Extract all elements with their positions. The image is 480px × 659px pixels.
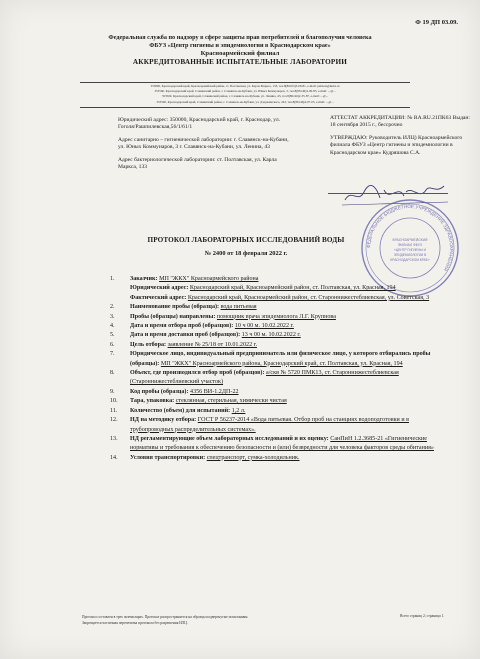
footer-note: Протокол составлен в трех экземплярах. Протокол распространяется на образцы подвергнутые испытаниям.	[82, 615, 249, 619]
svg-text:ЭПИДЕМИОЛОГИИ В: ЭПИДЕМИОЛОГИИ В	[393, 253, 427, 257]
form-code: Ф 19 ДП 03.09.	[415, 19, 458, 26]
item-value: стеклянная, стерильная, химически чистая	[175, 398, 287, 405]
svg-text:ФЕДЕРАЛЬНОЕ БЮДЖЕТНОЕ УЧРЕЖДЕН: ФЕДЕРАЛЬНОЕ БЮДЖЕТНОЕ УЧРЕЖДЕНИЕ ЗДРАВООХРАНЕНИЯ	[365, 203, 455, 272]
svg-text:КРАСНОДАРСКОМ КРАЕ»: КРАСНОДАРСКОМ КРАЕ»	[390, 258, 430, 262]
item-label: Юридическое лицо, индивидуальный предприниматель или физическое лицо, у которого отбирались пробы (образцы):	[130, 351, 431, 367]
item-number: 3.	[110, 313, 115, 320]
item-label: Дата и время доставки проб (образцов):	[130, 332, 241, 339]
contacts-block	[70, 84, 420, 105]
item-label: Количество (объем) для испытаний:	[130, 407, 231, 414]
item-number: 5.	[110, 332, 115, 339]
item-value: 1,2 л.	[231, 407, 246, 414]
protocol-item	[110, 284, 450, 293]
item-label: Тара, упаковка:	[130, 398, 175, 405]
item-number: 1.	[110, 276, 115, 282]
item-number: 4.	[110, 323, 115, 330]
item-number: 8.	[110, 370, 115, 377]
contact-line: 353560, Краснодарский край, Славянский район, г. Славянск-на-Кубани, ул. Юных Коммунаров, 3, тел.8(86146)4-09-85, e-mail: ...@...	[154, 89, 336, 94]
protocol-item	[110, 331, 450, 340]
item-label: Заказчик:	[130, 276, 158, 282]
item-value: СанПиН 1.2.3685-21 «Гигиенические нормативы и требования к обеспечению безопасности и (или) безвредности для человека факторов среды обитания»	[130, 435, 434, 452]
item-label: Пробы (образцы) направлены:	[130, 313, 216, 320]
item-label: Юридический адрес:	[130, 285, 189, 292]
protocol-title-block	[96, 236, 396, 257]
bact-lab-address: Адрес бактериологической лаборатории: ст. Полтавская, ул. Карла Маркса, 133	[118, 156, 277, 171]
protocol-item	[110, 397, 450, 406]
labs-title: АККРЕДИТОВАННЫЕ ИСПЫТАТЕЛЬНЫЕ ЛАБОРАТОРИИ	[132, 58, 348, 66]
item-value: заявление № 25/18 от 10.01.2022 г.	[167, 341, 257, 348]
protocol-item	[110, 350, 450, 369]
protocol-number: № 2400 от 18 февраля 2022 г.	[204, 250, 288, 257]
protocol-title: ПРОТОКОЛ ЛАБОРАТОРНЫХ ИССЛЕДОВАНИЙ ВОДЫ	[147, 236, 345, 244]
item-value: 10 ч 00 м. 10.02.2022 г.	[234, 323, 294, 330]
contact-line: 353800, Краснодарский край, Красноармейский район, ст. Полтавская, ул. Карла Маркса, 133, тел.8(86165)3-09-81, e-mail: pubzesi@kubz.ru	[150, 84, 340, 88]
lab-address: Адрес санитарно – гигиенической лаборатории: г. Славянск-на-Кубани, ул. Юных Коммунаров, 3 г. Славянск-на-Кубани, ул. Ленина, 43	[118, 136, 289, 151]
legal-address: Юридический адрес: 350000, Краснодарский край, г. Краснодар, ул. Гоголя/Рашпилевская,56/1/61/1	[118, 117, 281, 131]
item-label: Дата и время отбора проб (образцов):	[130, 323, 234, 330]
item-number: 13.	[110, 435, 118, 442]
center-name: ФБУЗ «Центр гигиены и эпидемиологии в Краснодарском крае»	[149, 42, 331, 49]
item-number: 10.	[110, 398, 118, 405]
item-value: ГОСТ Р 56237-2014 «Вода питьевая. Отбор проб на станциях водоподготовки и в трубопроводных распределительных системах».	[130, 417, 409, 433]
protocol-item	[110, 341, 450, 350]
item-value: вода питьевая	[220, 304, 257, 311]
item-value: Краснодарский край, Красноармейский район, ст. Староннижестеблиевская, ул. Советская, 3	[187, 294, 430, 301]
letterhead	[60, 34, 420, 67]
item-value: помощник врача эпидемиолога Л.Г. Крупнова	[216, 313, 336, 320]
protocol-item	[110, 294, 450, 303]
svg-text:КРАСНОАРМЕЙСКИЙ: КРАСНОАРМЕЙСКИЙ	[392, 238, 428, 242]
protocol-item	[110, 303, 450, 312]
branch-name: Красноармейский филиал	[200, 50, 280, 57]
protocol-item	[110, 454, 450, 463]
accreditation-certificate: АТТЕСТАТ АККРЕДИТАЦИИ: № RA.RU.21ПК63 Выдан: 18 сентября 2015 г., бессрочно	[330, 115, 470, 129]
protocol-item	[110, 313, 450, 322]
protocol-item	[110, 407, 450, 416]
item-value: спецтранспорт, сумка-холодильник.	[206, 454, 300, 461]
header-divider	[80, 82, 410, 83]
item-value: МП "ЖКХ" Красноармейского района	[159, 276, 259, 282]
signature-line	[328, 193, 448, 194]
svg-text:«ЦЕНТР ГИГИЕНЫ И: «ЦЕНТР ГИГИЕНЫ И	[394, 248, 426, 252]
item-value: а/скв № 5720 ПМК13, ст. Староннижестеблиевская (Староннижестеблиевский участок)	[130, 370, 399, 386]
footer-note: Запрещается частичная перепечатка протокола без разрешения ИЛЦ.	[82, 621, 188, 625]
addresses-block	[118, 117, 293, 176]
item-number: 14.	[110, 454, 118, 461]
item-label: НД регламентирующие объем лабораторных исследований и их оценку:	[130, 435, 329, 442]
protocol-items	[110, 275, 450, 463]
protocol-item	[110, 435, 450, 454]
protocol-item	[110, 416, 450, 435]
item-label: НД на методику отбора:	[130, 417, 197, 424]
item-number: 11.	[110, 407, 118, 414]
contact-line: 353560, Краснодарский край, Славянский район, г. Славянск-на-Кубани, ул. Дзержинского, 243, тел.8(86146)4-07-05, e-mail: ...@...	[156, 99, 334, 104]
item-label: Код пробы (образца):	[130, 388, 189, 395]
item-value: Краснодарский край, Красноармейский район, ст. Полтавская, ул. Красная, 194	[189, 285, 396, 292]
accreditation-block	[330, 115, 470, 162]
protocol-item	[110, 322, 450, 331]
item-label: Наименование пробы (образца):	[130, 304, 220, 311]
item-number: 7.	[110, 351, 115, 358]
item-label: Цель отбора:	[130, 341, 167, 348]
protocol-item	[110, 388, 450, 397]
contact-line: 353560, Краснодарский край, Славянский район, г. Славянск-на-Кубани, ул. Ленина, 43, тел.8(86146)2-35-87, e-mail: ...@...	[161, 94, 329, 99]
item-number: 12.	[110, 417, 118, 424]
protocol-item	[110, 275, 450, 284]
item-value: 4356 ВИ-1.2ДП-22	[190, 388, 239, 395]
item-value: МП "ЖКХ" Красноармейского района, Краснодарский край, ст. Полтавская, ул. Красная, 194	[160, 360, 403, 367]
item-number: 6.	[110, 341, 115, 348]
item-number: 9.	[110, 388, 115, 395]
agency-name: Федеральная служба по надзору в сфере защиты прав потребителей и благополучия человека	[108, 34, 372, 41]
item-number: 2.	[110, 304, 115, 311]
contacts-divider	[80, 107, 410, 108]
svg-text:ФИЛИАЛ ФБУЗ: ФИЛИАЛ ФБУЗ	[397, 243, 423, 247]
item-label: Объект, где производился отбор проб (образцов):	[130, 370, 265, 377]
item-value: 13 ч 00 м. 10.02.2022 г.	[241, 332, 301, 339]
approval-block: УТВЕРЖДАЮ: Руководитель ИЛЦ) Красноармейского филиала ФБУЗ «Центр гигиены и эпидемиологии в Краснодарском крае» Кудряшова С.А.	[330, 134, 463, 156]
protocol-item	[110, 369, 450, 388]
page-count: Всего страниц 2; страница 1.	[400, 614, 445, 618]
item-label: Фактический адрес:	[130, 294, 187, 301]
item-label: Условия транспортировки:	[130, 454, 206, 461]
footer-notes	[82, 614, 402, 626]
